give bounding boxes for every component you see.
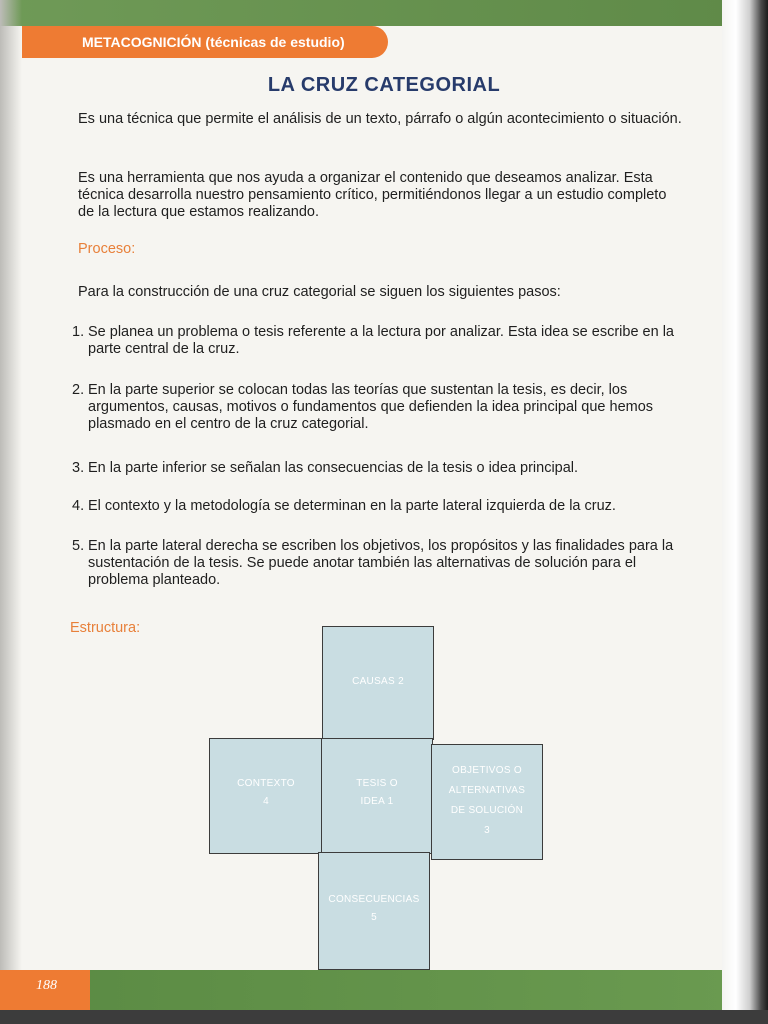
cell-label: ALTERNATIVAS [448, 785, 526, 796]
page-number: 188 [36, 978, 57, 993]
step-text: En la parte superior se colocan todas las teorías que sustentan la tesis, es decir, los argumentos, causas, motivos o fundamentos que defienden la idea principal que hemos plasmado en el centro de la cruz categorial. [88, 382, 654, 432]
step-number: 4. [72, 498, 85, 514]
cell-label: 5 [371, 912, 377, 923]
cross-cell-center [321, 738, 433, 854]
step-text: El contexto y la metodología se determinan en la parte lateral izquierda de la cruz. [88, 498, 616, 514]
step-item [72, 498, 684, 515]
step-item [72, 382, 684, 433]
step-number: 3. [72, 460, 85, 476]
cell-label: CONSECUENCIAS [328, 894, 420, 905]
step-text: En la parte inferior se señalan las consecuencias de la tesis o idea principal. [88, 460, 579, 476]
section-header-tab: METACOGNICIÓN (técnicas de estudio) [22, 26, 388, 58]
cell-label: 4 [263, 796, 269, 807]
cell-label: OBJETIVOS O [452, 765, 522, 776]
top-green-band [0, 0, 740, 26]
step-number: 2. [72, 382, 85, 398]
proceso-lead: Para la construcción de una cruz categorial se siguen los siguientes pasos: [78, 284, 561, 300]
step-item [72, 324, 684, 358]
step-text: En la parte lateral derecha se escriben los objetivos, los propósitos y las finalidades para la sustentación de la tesis. Se puede anotar también las alternativas de solución para el problema planteado. [88, 538, 674, 588]
cell-label: IDEA 1 [360, 796, 394, 807]
cell-label: CAUSAS 2 [352, 676, 404, 687]
intro-paragraph-2: Es una herramienta que nos ayuda a organizar el contenido que deseamos analizar. Esta técnica desarrolla nuestro pensamiento crítico, permitiéndonos llegar a un estudio completo de la lectura que estamos realizando. [78, 170, 667, 220]
step-number: 1. [72, 324, 85, 340]
cell-label: 3 [484, 825, 490, 836]
book-spine-edge [722, 0, 768, 1024]
step-item [72, 460, 684, 477]
intro-paragraph-1: Es una técnica que permite el análisis de un texto, párrafo o algún acontecimiento o situación. [78, 111, 682, 127]
proceso-heading: Proceso: [78, 241, 136, 257]
step-text: Se planea un problema o tesis referente a la lectura por analizar. Esta idea se escribe en la parte central de la cruz. [88, 324, 674, 357]
page-gutter-shadow [0, 0, 22, 1024]
footer-green-band [0, 970, 740, 1010]
cross-cell-right [431, 744, 543, 860]
cross-cell-left [209, 738, 323, 854]
step-number: 5. [72, 538, 85, 554]
cell-label: DE SOLUCIÓN [450, 805, 524, 816]
page-title: LA CRUZ CATEGORIAL [267, 74, 501, 96]
cell-label: TESIS O [356, 778, 398, 789]
step-item [72, 538, 684, 589]
estructura-heading: Estructura: [70, 620, 141, 636]
cross-cell-bottom [318, 852, 430, 970]
cell-label: CONTEXTO [237, 778, 295, 789]
bottom-edge [0, 1010, 768, 1024]
cross-cell-top [322, 626, 434, 740]
